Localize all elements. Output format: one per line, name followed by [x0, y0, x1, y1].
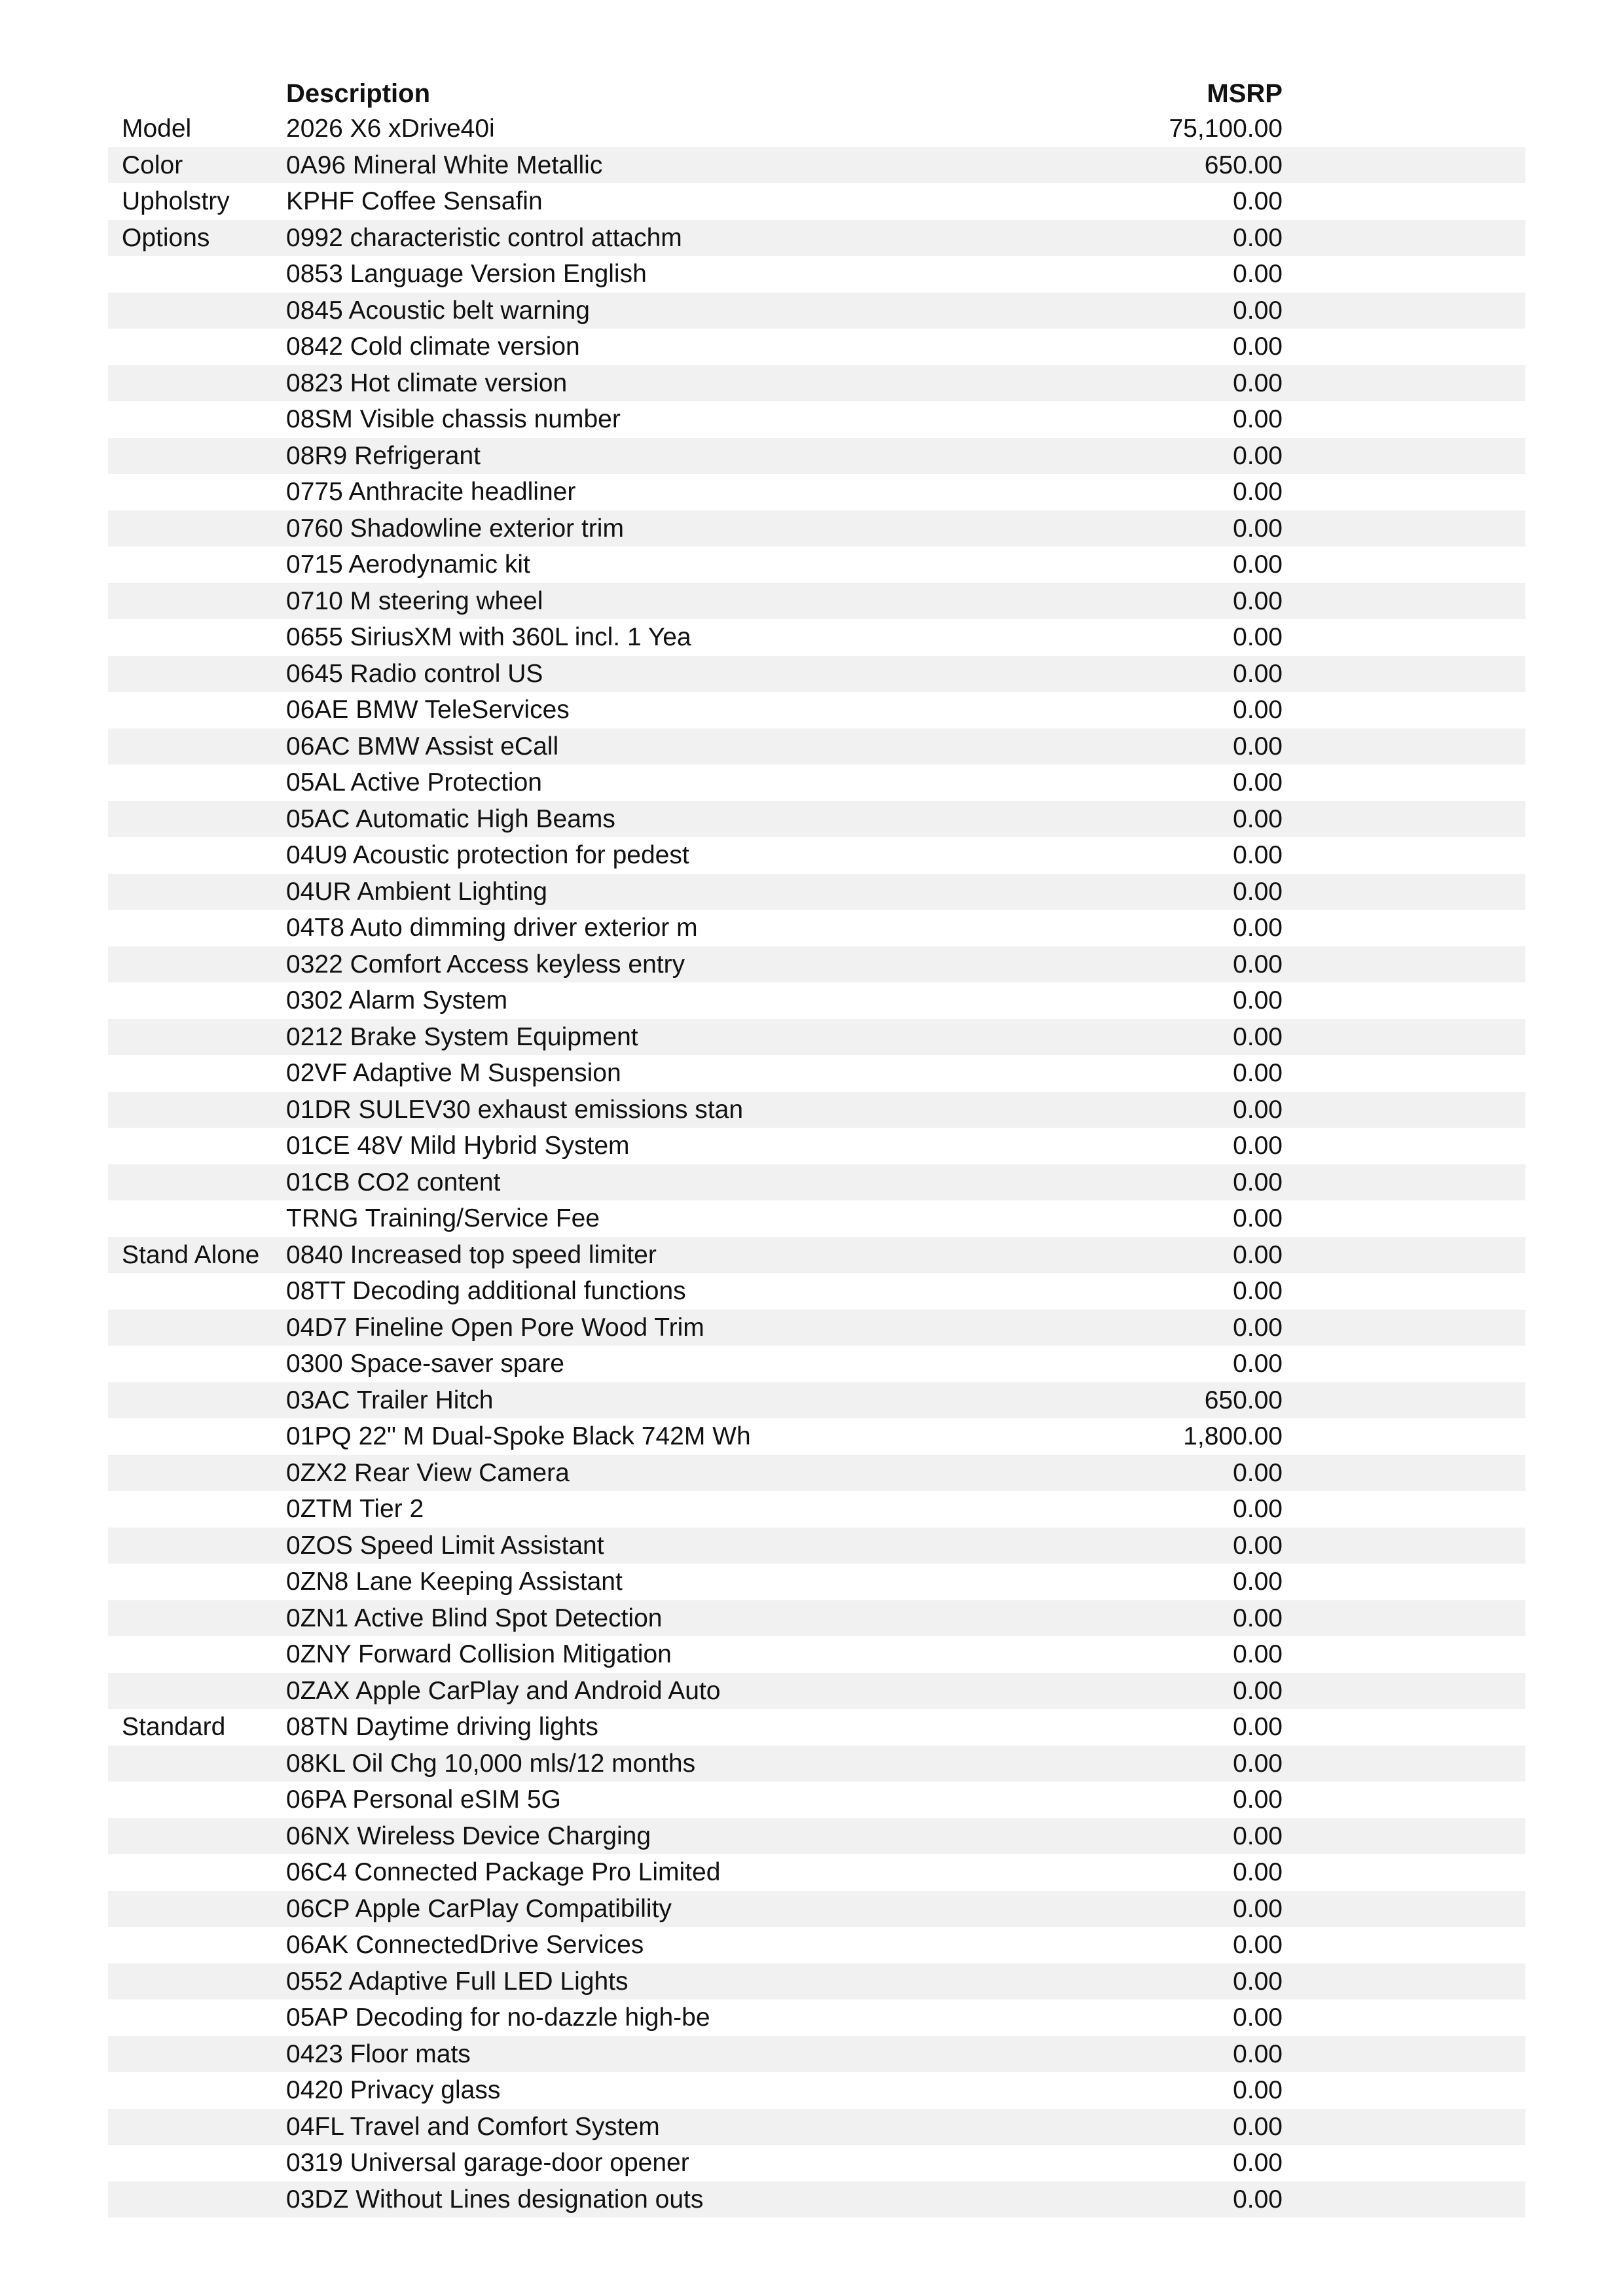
table-row: [108, 1673, 1525, 1710]
row-description: 06NX Wireless Device Charging: [286, 1821, 651, 1850]
row-description: 0655 SiriusXM with 360L incl. 1 Yea: [286, 623, 691, 651]
row-msrp: 0.00: [1233, 260, 1283, 288]
table-row: [108, 2145, 1525, 2181]
row-description: TRNG Training/Service Fee: [286, 1204, 600, 1232]
table-row: [108, 1709, 1525, 1746]
table-row: [108, 1891, 1525, 1928]
row-description: 0845 Acoustic belt warning: [286, 296, 590, 325]
table-row: [108, 1310, 1525, 1346]
row-msrp: 0.00: [1233, 1059, 1283, 1087]
row-msrp: 0.00: [1233, 696, 1283, 724]
row-msrp: 0.00: [1233, 914, 1283, 942]
table-row: [108, 1491, 1525, 1528]
row-description: 04U9 Acoustic protection for pedest: [286, 841, 689, 869]
row-msrp: 0.00: [1233, 2149, 1283, 2177]
row-msrp: 0.00: [1233, 1894, 1283, 1923]
row-description: 0ZN8 Lane Keeping Assistant: [286, 1568, 623, 1596]
row-msrp: 0.00: [1233, 1277, 1283, 1305]
table-row: [108, 1237, 1525, 1274]
row-description: 04D7 Fineline Open Pore Wood Trim: [286, 1313, 704, 1342]
table-row: [108, 329, 1525, 365]
table-row: [108, 256, 1525, 293]
row-description: 0423 Floor mats: [286, 2039, 471, 2068]
row-description: 0760 Shadowline exterior trim: [286, 514, 624, 543]
row-description: 0ZOS Speed Limit Assistant: [286, 1531, 604, 1560]
row-msrp: 0.00: [1233, 1749, 1283, 1778]
table-row: [108, 2000, 1525, 2036]
row-description: 0ZN1 Active Blind Spot Detection: [286, 1604, 663, 1632]
row-description: 02VF Adaptive M Suspension: [286, 1059, 621, 1087]
row-msrp: 0.00: [1233, 623, 1283, 651]
row-msrp: 0.00: [1233, 950, 1283, 978]
row-description: 0302 Alarm System: [286, 986, 508, 1014]
row-description: 0992 characteristic control attachm: [286, 223, 682, 252]
table-row: [108, 1418, 1525, 1455]
row-section: Options: [122, 223, 210, 252]
row-description: 05AC Automatic High Beams: [286, 804, 615, 833]
row-msrp: 0.00: [1233, 1821, 1283, 1850]
row-msrp: 0.00: [1233, 986, 1283, 1014]
table-row: [108, 1854, 1525, 1891]
table-row: [108, 583, 1525, 620]
row-msrp: 650.00: [1204, 151, 1283, 179]
row-msrp: 0.00: [1233, 1204, 1283, 1232]
table-row: [108, 547, 1525, 583]
table-row: [108, 1600, 1525, 1637]
row-msrp: 0.00: [1233, 1168, 1283, 1196]
row-msrp: 0.00: [1233, 1313, 1283, 1342]
table-row: [108, 1092, 1525, 1128]
row-description: 0715 Aerodynamic kit: [286, 550, 530, 579]
table-row: [108, 801, 1525, 838]
row-msrp: 650.00: [1204, 1386, 1283, 1414]
row-msrp: 0.00: [1233, 1495, 1283, 1523]
row-description: 0300 Space-saver spare: [286, 1350, 564, 1378]
row-msrp: 0.00: [1233, 332, 1283, 361]
row-description: 08TT Decoding additional functions: [286, 1277, 686, 1305]
price-sheet: [108, 77, 1525, 2217]
row-msrp: 0.00: [1233, 1022, 1283, 1051]
row-section: Standard: [122, 1713, 226, 1741]
row-section: Color: [122, 151, 183, 179]
row-msrp: 0.00: [1233, 514, 1283, 543]
table-row: [108, 1636, 1525, 1673]
row-description: 06AK ConnectedDrive Services: [286, 1931, 644, 1959]
row-msrp: 0.00: [1233, 877, 1283, 906]
table-row: [108, 147, 1525, 184]
row-section: Upholstry: [122, 187, 230, 215]
row-description: 0840 Increased top speed limiter: [286, 1240, 657, 1269]
table-row: [108, 1128, 1525, 1164]
row-msrp: 0.00: [1233, 804, 1283, 833]
table-row: [108, 764, 1525, 801]
table-row: [108, 1782, 1525, 1818]
table-row: [108, 1746, 1525, 1782]
row-msrp: 0.00: [1233, 478, 1283, 506]
table-row: [108, 365, 1525, 402]
row-description: 06CP Apple CarPlay Compatibility: [286, 1894, 672, 1923]
table-row: [108, 438, 1525, 475]
row-description: 06C4 Connected Package Pro Limited: [286, 1858, 721, 1886]
table-row: [108, 1455, 1525, 1492]
table-row: [108, 1818, 1525, 1855]
row-description: 0ZX2 Rear View Camera: [286, 1458, 570, 1487]
table-row: [108, 1382, 1525, 1419]
row-msrp: 0.00: [1233, 1931, 1283, 1959]
row-msrp: 0.00: [1233, 2003, 1283, 2032]
row-msrp: 0.00: [1233, 1095, 1283, 1124]
row-msrp: 0.00: [1233, 405, 1283, 433]
table-row: [108, 1528, 1525, 1564]
table-row: [108, 837, 1525, 874]
row-description: 0ZTM Tier 2: [286, 1495, 424, 1523]
table-row: [108, 401, 1525, 438]
row-msrp: 0.00: [1233, 1604, 1283, 1632]
row-description: 0A96 Mineral White Metallic: [286, 151, 603, 179]
row-msrp: 0.00: [1233, 441, 1283, 470]
table-row: [108, 2036, 1525, 2073]
row-msrp: 0.00: [1233, 2185, 1283, 2214]
row-description: 0319 Universal garage-door opener: [286, 2149, 689, 2177]
row-msrp: 0.00: [1233, 841, 1283, 869]
table-row: [108, 2109, 1525, 2145]
table-row: [108, 1200, 1525, 1237]
row-description: 0212 Brake System Equipment: [286, 1022, 638, 1051]
table-row: [108, 656, 1525, 692]
table-row: [108, 220, 1525, 257]
row-section: Model: [122, 115, 192, 143]
table-row: [108, 2181, 1525, 2218]
row-msrp: 0.00: [1233, 1713, 1283, 1741]
table-row: [108, 728, 1525, 765]
row-description: 0ZNY Forward Collision Mitigation: [286, 1640, 672, 1668]
table-row: [108, 1346, 1525, 1382]
header-description: Description: [286, 79, 431, 108]
row-description: 0420 Privacy glass: [286, 2076, 501, 2104]
row-msrp: 0.00: [1233, 368, 1283, 397]
row-msrp: 0.00: [1233, 2112, 1283, 2141]
row-description: 03AC Trailer Hitch: [286, 1386, 494, 1414]
table-row: [108, 982, 1525, 1019]
row-description: 04UR Ambient Lighting: [286, 877, 547, 906]
table-row: [108, 1273, 1525, 1310]
table-row: [108, 1019, 1525, 1056]
table-row: [108, 946, 1525, 983]
table-row: [108, 874, 1525, 910]
row-description: 04FL Travel and Comfort System: [286, 2112, 660, 2141]
row-description: 0645 Radio control US: [286, 659, 543, 688]
row-description: 05AL Active Protection: [286, 768, 542, 797]
row-description: 0775 Anthracite headliner: [286, 478, 576, 506]
row-description: 06PA Personal eSIM 5G: [286, 1785, 561, 1814]
table-row: [108, 293, 1525, 329]
row-description: 03DZ Without Lines designation outs: [286, 2185, 704, 2214]
row-msrp: 0.00: [1233, 1785, 1283, 1814]
row-description: 08R9 Refrigerant: [286, 441, 481, 470]
header-msrp: MSRP: [1207, 79, 1283, 108]
table-row: [108, 619, 1525, 656]
row-msrp: 0.00: [1233, 550, 1283, 579]
row-description: 01PQ 22" M Dual-Spoke Black 742M Wh: [286, 1422, 751, 1450]
row-msrp: 0.00: [1233, 1132, 1283, 1160]
row-description: 01CB CO2 content: [286, 1168, 501, 1196]
row-msrp: 0.00: [1233, 1458, 1283, 1487]
row-description: 2026 X6 xDrive40i: [286, 115, 495, 143]
row-description: 06AC BMW Assist eCall: [286, 732, 559, 761]
row-description: 0322 Comfort Access keyless entry: [286, 950, 685, 978]
table-header: [108, 77, 1525, 111]
table-row: [108, 183, 1525, 220]
row-description: 0853 Language Version English: [286, 260, 647, 288]
row-msrp: 0.00: [1233, 1531, 1283, 1560]
table-row: [108, 1564, 1525, 1600]
row-msrp: 0.00: [1233, 768, 1283, 797]
table-row: [108, 1964, 1525, 2000]
row-msrp: 0.00: [1233, 2039, 1283, 2068]
row-description: 01CE 48V Mild Hybrid System: [286, 1132, 630, 1160]
row-msrp: 0.00: [1233, 223, 1283, 252]
row-msrp: 0.00: [1233, 1640, 1283, 1668]
row-msrp: 0.00: [1233, 1240, 1283, 1269]
row-msrp: 0.00: [1233, 1967, 1283, 1996]
row-msrp: 0.00: [1233, 1568, 1283, 1596]
table-row: [108, 1055, 1525, 1092]
row-description: 08KL Oil Chg 10,000 mls/12 months: [286, 1749, 696, 1778]
table-row: [108, 474, 1525, 511]
table-body: [108, 111, 1525, 2217]
row-msrp: 1,800.00: [1183, 1422, 1283, 1450]
row-description: 01DR SULEV30 exhaust emissions stan: [286, 1095, 744, 1124]
row-description: 0552 Adaptive Full LED Lights: [286, 1967, 629, 1996]
row-description: 08TN Daytime driving lights: [286, 1713, 598, 1741]
row-msrp: 0.00: [1233, 586, 1283, 615]
row-description: 0842 Cold climate version: [286, 332, 580, 361]
row-msrp: 0.00: [1233, 659, 1283, 688]
row-msrp: 75,100.00: [1169, 115, 1283, 143]
table-row: [108, 511, 1525, 547]
row-description: 0ZAX Apple CarPlay and Android Auto: [286, 1676, 721, 1705]
row-msrp: 0.00: [1233, 2076, 1283, 2104]
row-description: 0823 Hot climate version: [286, 368, 568, 397]
row-description: 05AP Decoding for no-dazzle high-be: [286, 2003, 710, 2032]
row-msrp: 0.00: [1233, 296, 1283, 325]
table-row: [108, 2072, 1525, 2109]
row-msrp: 0.00: [1233, 1676, 1283, 1705]
table-row: [108, 692, 1525, 728]
row-description: KPHF Coffee Sensafin: [286, 187, 543, 215]
table-row: [108, 1164, 1525, 1201]
row-msrp: 0.00: [1233, 1350, 1283, 1378]
row-section: Stand Alone: [122, 1240, 260, 1269]
row-msrp: 0.00: [1233, 1858, 1283, 1886]
row-description: 08SM Visible chassis number: [286, 405, 621, 433]
table-row: [108, 910, 1525, 946]
row-description: 04T8 Auto dimming driver exterior m: [286, 914, 698, 942]
row-msrp: 0.00: [1233, 732, 1283, 761]
table-row: [108, 111, 1525, 147]
row-description: 06AE BMW TeleServices: [286, 696, 570, 724]
row-msrp: 0.00: [1233, 187, 1283, 215]
table-row: [108, 1927, 1525, 1964]
row-description: 0710 M steering wheel: [286, 586, 543, 615]
